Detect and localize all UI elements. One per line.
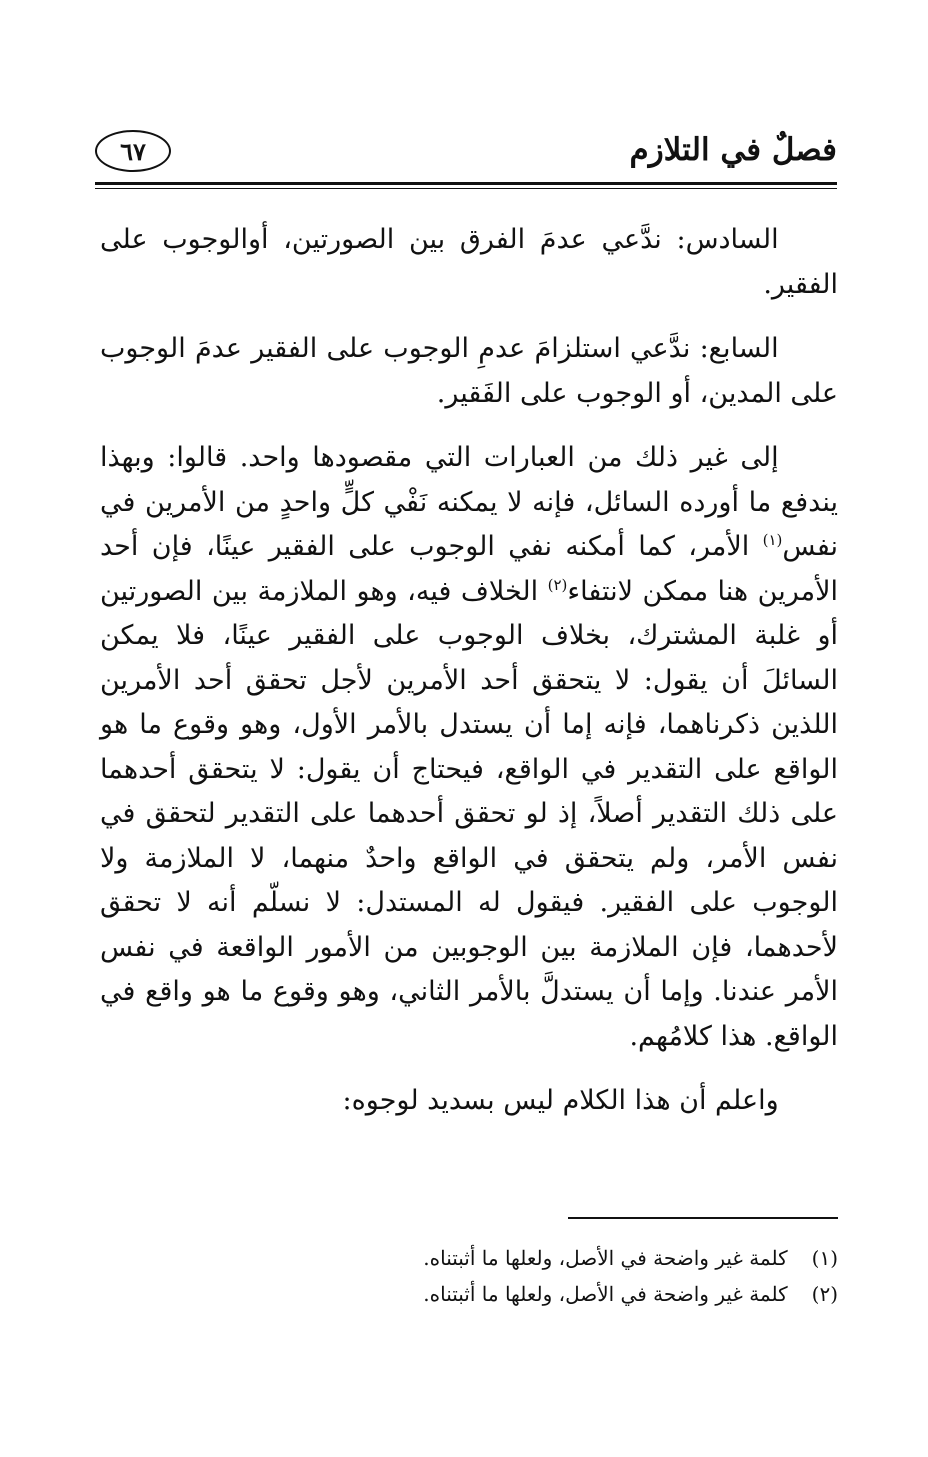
- paragraph-argument: [100, 436, 838, 1059]
- footnotes: [100, 1240, 838, 1312]
- paragraph-argument-part-3: الخلاف فيه، وهو الملازمة بين الصورتين أو غلبة المشترك، بخلاف الوجوب على الفقير عينًا، فلا يمكن السائلَ أن يقول: لا يتحقق أحد الأمرين لأجل تحقق أحد الأمرين اللذين ذكرناهما، فإنه إما أن يستدل بالأمر الأول، وهو وقوع ما هو الواقع على التقدير في الواقع، فيحتاج أن يقول: لا يتحقق أحدهما على ذلك التقدير أصلاً، إذ لو تحقق أحدهما على التقدير لتحقق في نفس الأمر، ولم يتحقق في الواقع واحدٌ منهما، لا الملازمة ولا الوجوب على الفقير. فيقول له المستدل: لا نسلّم أنه لا تحقق لأحدهما، فإن الملازمة بين الوجوبين من الأمور الواقعة في نفس الأمر عندنا. وإما أن يستدلَّ بالأمر الثاني، وهو وقوع ما هو واقع في الواقع. هذا كلامُهم.: [100, 575, 838, 1052]
- page-number-oval: [95, 130, 171, 172]
- footnote-number: (٢): [811, 1282, 838, 1306]
- footnote-number: (١): [811, 1246, 838, 1270]
- footnote-ref-2: (٢): [547, 575, 568, 594]
- page-header: [95, 128, 837, 183]
- footnote-separator: [568, 1217, 838, 1219]
- footnote-1: [100, 1240, 838, 1276]
- paragraph-sixth: السادس: ندَّعي عدمَ الفرق بين الصورتين، أوالوجوب على الفقير.: [100, 224, 838, 300]
- paragraph-argument-part-1: إلى غير ذلك من العبارات التي مقصودها واحد. قالوا: وبهذا يندفع ما أورده السائل، فإنه لا يمكنه نَفْي كلٍّ واحدٍ من الأمرين في نفس: [100, 442, 838, 562]
- footnote-ref-1: (١): [762, 531, 783, 549]
- footnote-text: كلمة غير واضحة في الأصل، ولعلها ما أثبتناه.: [423, 1246, 788, 1270]
- paragraph-argument-part-2: الأمر، كما أمكنه نفي الوجوب على الفقير عينًا، فإن أحد الأمرين هنا ممكن لانتفاء: [100, 531, 838, 607]
- main-text: [100, 218, 838, 1124]
- header-rule-thick: [95, 182, 837, 185]
- page-number: ٦٧: [120, 136, 146, 166]
- footnote-2: [100, 1276, 838, 1312]
- header-rule-thin: [95, 188, 837, 189]
- footnote-text: كلمة غير واضحة في الأصل، ولعلها ما أثبتناه.: [423, 1282, 788, 1306]
- paragraph-conclusion: واعلم أن هذا الكلام ليس بسديد لوجوه:: [342, 1085, 779, 1116]
- paragraph-seventh: السابع: ندَّعي استلزامَ عدمِ الوجوب على الفقير عدمَ الوجوب على المدين، أو الوجوب على الفَقير.: [100, 333, 838, 409]
- running-head: فصلٌ في التلازم: [629, 132, 837, 168]
